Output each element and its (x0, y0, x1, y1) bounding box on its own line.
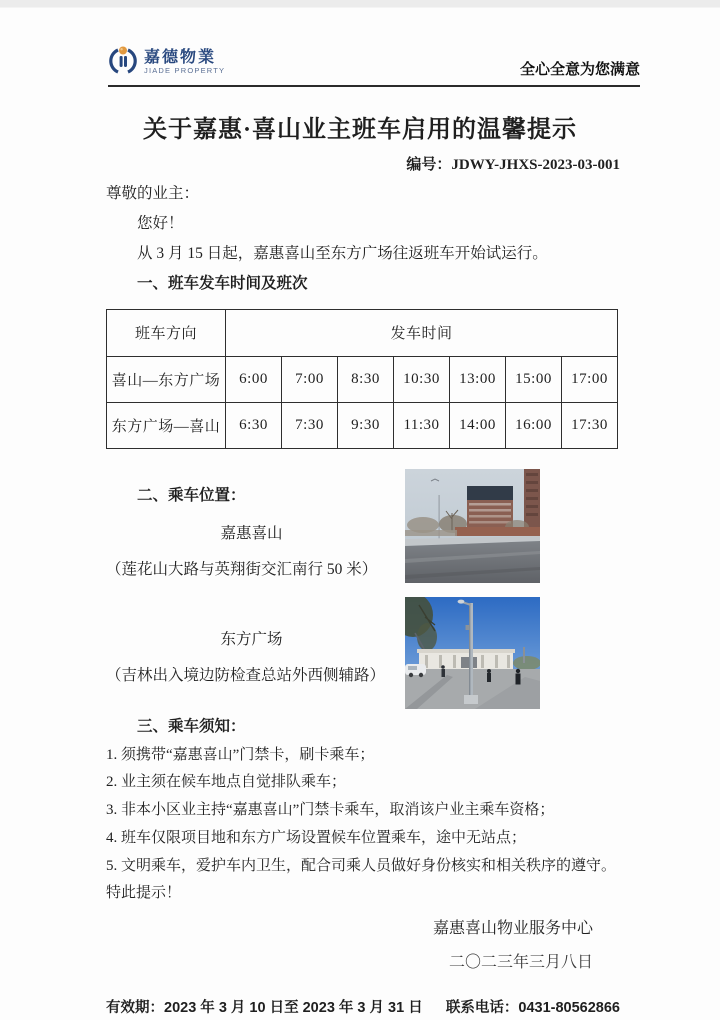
cell-time: 7:00 (282, 356, 338, 402)
cell-time: 6:00 (226, 356, 282, 402)
logo-wordmark (144, 50, 225, 75)
pickup-location-1 (106, 469, 540, 583)
cell-direction: 东方广场—喜山 (107, 402, 226, 448)
cell-time: 10:30 (394, 356, 450, 402)
document-footer (106, 996, 620, 1017)
page-title: 关于嘉惠·喜山业主班车启用的温馨提示 (142, 117, 577, 143)
salutation: 尊敬的业主： (106, 185, 200, 202)
cell-time: 6:30 (226, 402, 282, 448)
jiade-logo-icon (108, 44, 138, 81)
cell-direction: 喜山—东方广场 (107, 356, 226, 402)
section3-heading: 三、乘车须知： (137, 717, 246, 735)
greeting: 您好！ (137, 215, 184, 233)
company-logo (108, 44, 225, 81)
cell-time: 17:00 (562, 356, 618, 402)
table-header-row (107, 309, 618, 356)
cell-time: 11:30 (394, 402, 450, 448)
section1-heading: 一、班车发车时间及班次 (137, 275, 308, 293)
page-top-strip (0, 0, 720, 8)
col-header-departure-times: 发车时间 (226, 309, 618, 356)
signature-block (0, 915, 593, 972)
cell-time: 8:30 (338, 356, 394, 402)
notice-item-3: 3. 非本小区业主持“嘉惠喜山”门禁卡乘车，取消该户业主乘车资格； (106, 802, 555, 819)
table-row (107, 356, 618, 402)
notice-item-5: 5. 文明乘车，爱护车内卫生，配合司乘人员做好身份核实和相关秩序的遵守。 (106, 857, 617, 874)
pickup-location-1-text (106, 469, 405, 583)
location-name: 嘉惠喜山 (220, 524, 283, 542)
cell-time: 15:00 (506, 356, 562, 402)
location-detail: （吉林出入境边防检查总站外西侧辅路） (106, 666, 386, 684)
col-header-direction: 班车方向 (107, 309, 226, 356)
notice-item-1: 1. 须携带“嘉惠喜山”门禁卡，刷卡乘车； (106, 746, 375, 763)
brand-name-cn: 嘉德物業 (144, 48, 217, 66)
cell-time: 7:30 (282, 402, 338, 448)
street-photo-jiahui-xishan (405, 469, 540, 583)
signature-org: 嘉惠喜山物业服务中心 (432, 920, 593, 938)
cell-time: 14:00 (450, 402, 506, 448)
location-detail: （莲花山大路与英翔街交汇南行 50 米） (106, 560, 378, 578)
intro-paragraph: 从 3 月 15 日起，嘉惠喜山至东方广场往返班车开始试运行。 (137, 245, 548, 263)
signature-date: 二〇二三年三月八日 (448, 954, 593, 972)
street-photo-dongfang-plaza (405, 597, 540, 709)
brand-name-en: JIADE PROPERTY (144, 65, 226, 75)
document-number: 编号：JDWY-JHXS-2023-03-001 (406, 157, 620, 173)
notice-item-4: 4. 班车仅限项目地和东方广场设置候车位置乘车，途中无站点； (106, 829, 527, 846)
location-name: 东方广场 (220, 630, 283, 648)
validity-period: 有效期：2023 年 3 月 10 日至 2023 年 3 月 31 日 (106, 1000, 423, 1017)
pickup-location-2-text (106, 597, 405, 709)
table-row (107, 402, 618, 448)
closing-remark: 特此提示！ (106, 885, 182, 902)
company-slogan: 全心全意为您满意 (519, 61, 640, 78)
contact-phone: 联系电话：0431-80562866 (445, 1000, 620, 1017)
document-header (108, 44, 640, 87)
cell-time: 9:30 (338, 402, 394, 448)
notice-item-2: 2. 业主须在候车地点自觉排队乘车； (106, 774, 347, 791)
cell-time: 17:30 (562, 402, 618, 448)
cell-time: 13:00 (450, 356, 506, 402)
section2-heading: 二、乘车位置： (137, 486, 246, 504)
cell-time: 16:00 (506, 402, 562, 448)
pickup-location-2 (106, 597, 540, 709)
bus-schedule-table (106, 309, 618, 449)
